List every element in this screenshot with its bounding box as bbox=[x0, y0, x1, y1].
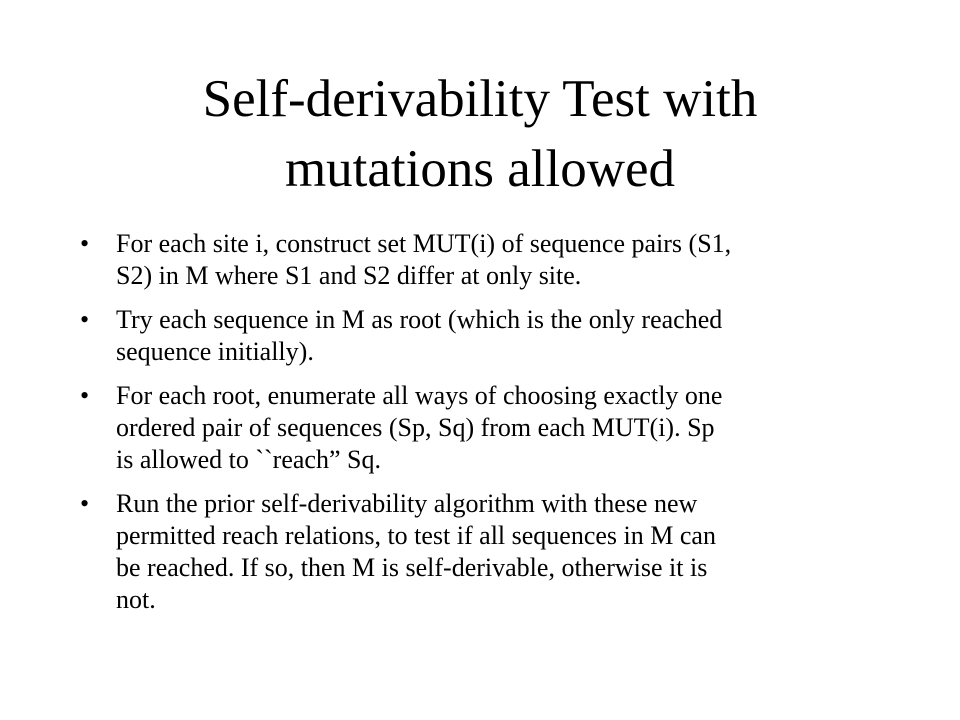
bullet-2-line-1: Try each sequence in M as root (which is the only reached bbox=[116, 305, 723, 334]
slide-title bbox=[120, 64, 840, 204]
title-line-1: Self-derivability Test with bbox=[202, 70, 758, 128]
bullet-1-line-1: For each site i, construct set MUT(i) of sequence pairs (S1, bbox=[116, 229, 732, 258]
bullet-list bbox=[80, 228, 900, 628]
bullet-marker: • bbox=[80, 305, 90, 334]
bullet-item-4 bbox=[80, 488, 900, 616]
bullet-item-2 bbox=[80, 304, 900, 368]
bullet-2-line-2: sequence initially). bbox=[116, 337, 314, 366]
title-line-2: mutations allowed bbox=[284, 140, 676, 198]
bullet-3-line-1: For each root, enumerate all ways of choosing exactly one bbox=[116, 381, 723, 410]
bullet-1-line-2: S2) in M where S1 and S2 differ at only site. bbox=[116, 261, 582, 290]
bullet-3-line-3: is allowed to ``reach” Sq. bbox=[116, 445, 381, 474]
bullet-4-line-3: be reached. If so, then M is self-derivable, otherwise it is bbox=[116, 553, 708, 582]
bullet-4-line-1: Run the prior self-derivability algorithm with these new bbox=[116, 489, 698, 518]
bullet-item-3 bbox=[80, 380, 900, 476]
bullet-item-1 bbox=[80, 228, 900, 292]
bullet-marker: • bbox=[80, 381, 90, 410]
bullet-4-line-4: not. bbox=[116, 585, 156, 614]
bullet-marker: • bbox=[80, 229, 90, 258]
bullet-4-line-2: permitted reach relations, to test if all sequences in M can bbox=[116, 521, 716, 550]
bullet-marker: • bbox=[80, 489, 90, 518]
bullet-3-line-2: ordered pair of sequences (Sp, Sq) from each MUT(i). Sp bbox=[116, 413, 715, 442]
